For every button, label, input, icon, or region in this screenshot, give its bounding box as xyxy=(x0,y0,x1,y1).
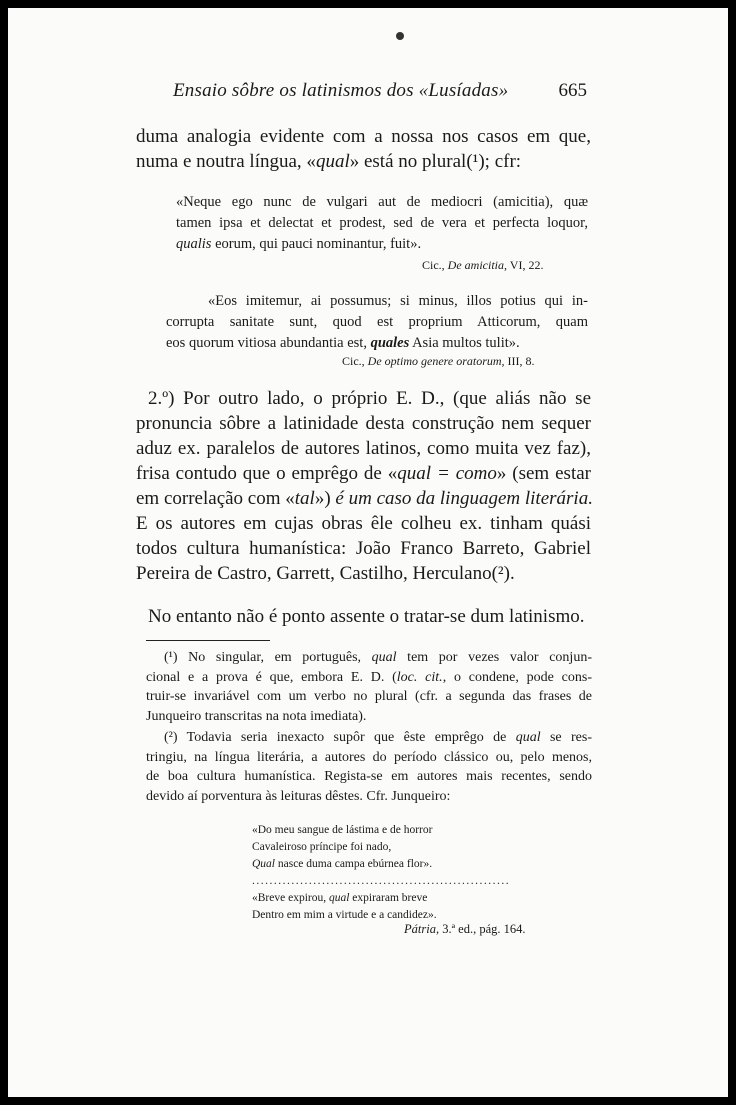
paragraph-second-point xyxy=(136,386,591,586)
paragraph-intro xyxy=(136,124,591,174)
citation-2: Cic., De optimo genere oratorum, III, 8. xyxy=(342,354,535,368)
footnote-rule xyxy=(146,640,270,641)
book-page xyxy=(8,8,728,1097)
text-line: em correlação com «tal») é um caso da linguagem literária. xyxy=(136,488,593,509)
footnote-line: (²) Todavia seria inexacto supôr que êste emprêgo de qual se res- xyxy=(164,730,592,745)
quote-line: qualis eorum, qui pauci nominantur, fuit». xyxy=(176,236,422,252)
verse-citation: Pátria, 3.ª ed., pág. 164. xyxy=(404,922,526,936)
footnote-2 xyxy=(146,728,592,806)
text-line: No entanto não é ponto assente o tratar-se dum latinismo. xyxy=(148,606,585,627)
text-line: pronuncia sôbre a latinidade desta construção nem sequer xyxy=(136,413,591,434)
text-line: duma analogia evidente com a nossa nos casos em que, xyxy=(136,126,591,147)
page-number: 665 xyxy=(558,80,587,101)
text-line: Pereira de Castro, Garrett, Castilho, Herculano(²). xyxy=(136,563,515,584)
footnote-line: de boa cultura humanística. Regista-se em autores mais recentes, sendo xyxy=(146,769,592,784)
verse-quote xyxy=(252,822,510,924)
citation-1: Cic., De amicitia, VI, 22. xyxy=(422,258,544,272)
running-header xyxy=(173,80,587,102)
verse-line: Cavaleiroso príncipe foi nado, xyxy=(252,841,392,853)
footnote-line: (¹) No singular, em português, qual tem por vezes valor conjun- xyxy=(164,650,592,665)
quote-line: «Neque ego nunc de vulgari aut de mediocri (amicitia), quæ xyxy=(176,194,588,210)
footnote-line: Junqueiro transcritas na nota imediata). xyxy=(146,708,367,724)
verse-line: Qual nasce duma campa ebúrnea flor». xyxy=(252,858,433,870)
verse-line: Dentro em mim a virtude e a candidez». xyxy=(252,909,437,921)
footnote-1 xyxy=(146,648,592,726)
running-title: Ensaio sôbre os latinismos dos «Lusíadas» xyxy=(173,80,509,101)
text-line: frisa contudo que o emprêgo de «qual = como» (sem estar xyxy=(136,463,591,484)
quote-line: tamen ipsa et delectat et prodest, sed de vera et perfecta loquor, xyxy=(176,215,588,231)
footnote-line: cional e a prova é que, embora E. D. (loc. cit., o condene, pode cons- xyxy=(146,669,592,685)
latin-quote-2 xyxy=(166,291,588,354)
quote-line: «Eos imitemur, ai possumus; si minus, illos potius qui in- xyxy=(208,293,588,309)
verse-line: «Breve expirou, qual expiraram breve xyxy=(252,892,428,904)
text-line: 2.º) Por outro lado, o próprio E. D., (que aliás não se xyxy=(148,388,591,409)
footnote-line: truir-se invariável com um verbo no plural (cfr. a segunda das frases de xyxy=(146,689,592,704)
verse-line: «Do meu sangue de lástima e de horror xyxy=(252,824,433,836)
latin-quote-1 xyxy=(176,192,588,255)
text-line: aduz ex. paralelos de autores latinos, como muita vez faz), xyxy=(136,438,591,459)
page-mark xyxy=(396,32,404,40)
footnote-line: tringiu, na língua literária, a autores do período clássico ou, pelo menos, xyxy=(146,749,592,765)
quote-line: corrupta sanitate sunt, quod est proprium Atticorum, quam xyxy=(166,314,588,330)
verse-ellipsis: ........................................................... xyxy=(252,875,511,887)
quote-line: eos quorum vitiosa abundantia est, quales Asia multos tulit». xyxy=(166,335,520,351)
paragraph-conclusion xyxy=(136,604,591,629)
text-line: todos cultura humanística: João Franco Barreto, Gabriel xyxy=(136,538,591,559)
footnote-line: devido aí porventura às leituras dêstes. Cfr. Junqueiro: xyxy=(146,788,451,804)
text-line: numa e noutra língua, «qual» está no plural(¹); cfr: xyxy=(136,151,522,172)
text-line: E os autores em cujas obras êle colheu ex. tinham quási xyxy=(136,513,591,534)
